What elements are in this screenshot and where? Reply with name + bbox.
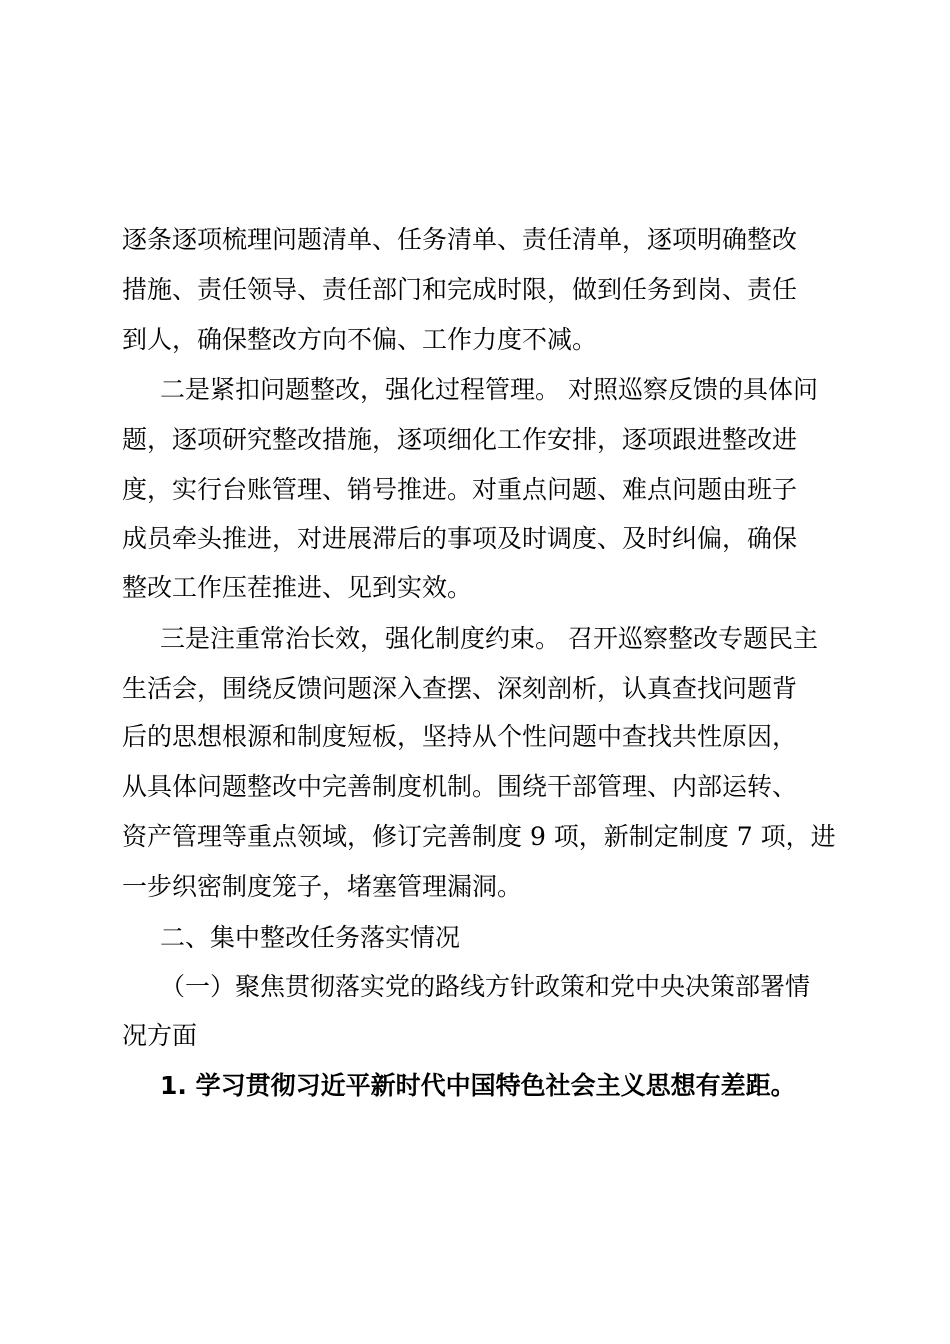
body-text-line: 一步织密制度笼子，堵塞管理漏洞。 bbox=[122, 872, 523, 901]
body-text-line: 度，实行台账管理、销号推进。对重点问题、难点问题由班子 bbox=[122, 475, 798, 504]
numbered-heading: 1. 学习贯彻习近平新时代中国特色社会主义思想有差距。 bbox=[160, 1071, 796, 1100]
body-text-line: 措施、责任领导、责任部门和完成时限，做到任务到岗、责任 bbox=[122, 275, 798, 304]
body-text-line: 逐条逐项梳理问题清单、任务清单、责任清单，逐项明确整改 bbox=[122, 225, 798, 254]
body-text-line: 资产管理等重点领域，修订完善制度 9 项，新制定制度 7 项，进 bbox=[122, 822, 836, 851]
body-text-line: 生活会，围绕反馈问题深入查摆、深刻剖析，认真查找问题背 bbox=[122, 674, 798, 703]
body-text-line: 后的思想根源和制度短板，坚持从个性问题中查找共性原因， bbox=[122, 722, 798, 751]
section-heading: 二、集中整改任务落实情况 bbox=[160, 923, 461, 952]
body-text-line: 到人，确保整改方向不偏、工作力度不减。 bbox=[122, 325, 598, 354]
body-text-line: 从具体问题整改中完善制度机制。围绕干部管理、内部运转、 bbox=[122, 772, 798, 801]
body-text-line: 整改工作压茬推进、见到实效。 bbox=[122, 573, 473, 602]
subsection-heading: （一）聚焦贯彻落实党的路线方针政策和党中央决策部署情 bbox=[160, 972, 811, 1001]
body-text-line: 题，逐项研究整改措施，逐项细化工作安排，逐项跟进整改进 bbox=[122, 425, 798, 454]
body-text-line: 成员牵头推进，对进展滞后的事项及时调度、及时纠偏，确保 bbox=[122, 524, 798, 553]
paragraph-start-line: 三是注重常治长效，强化制度约束。 召开巡察整改专题民主 bbox=[160, 624, 818, 653]
paragraph-start-line: 二是紧扣问题整改，强化过程管理。 对照巡察反馈的具体问 bbox=[160, 375, 818, 404]
subsection-heading-continued: 况方面 bbox=[122, 1021, 198, 1050]
